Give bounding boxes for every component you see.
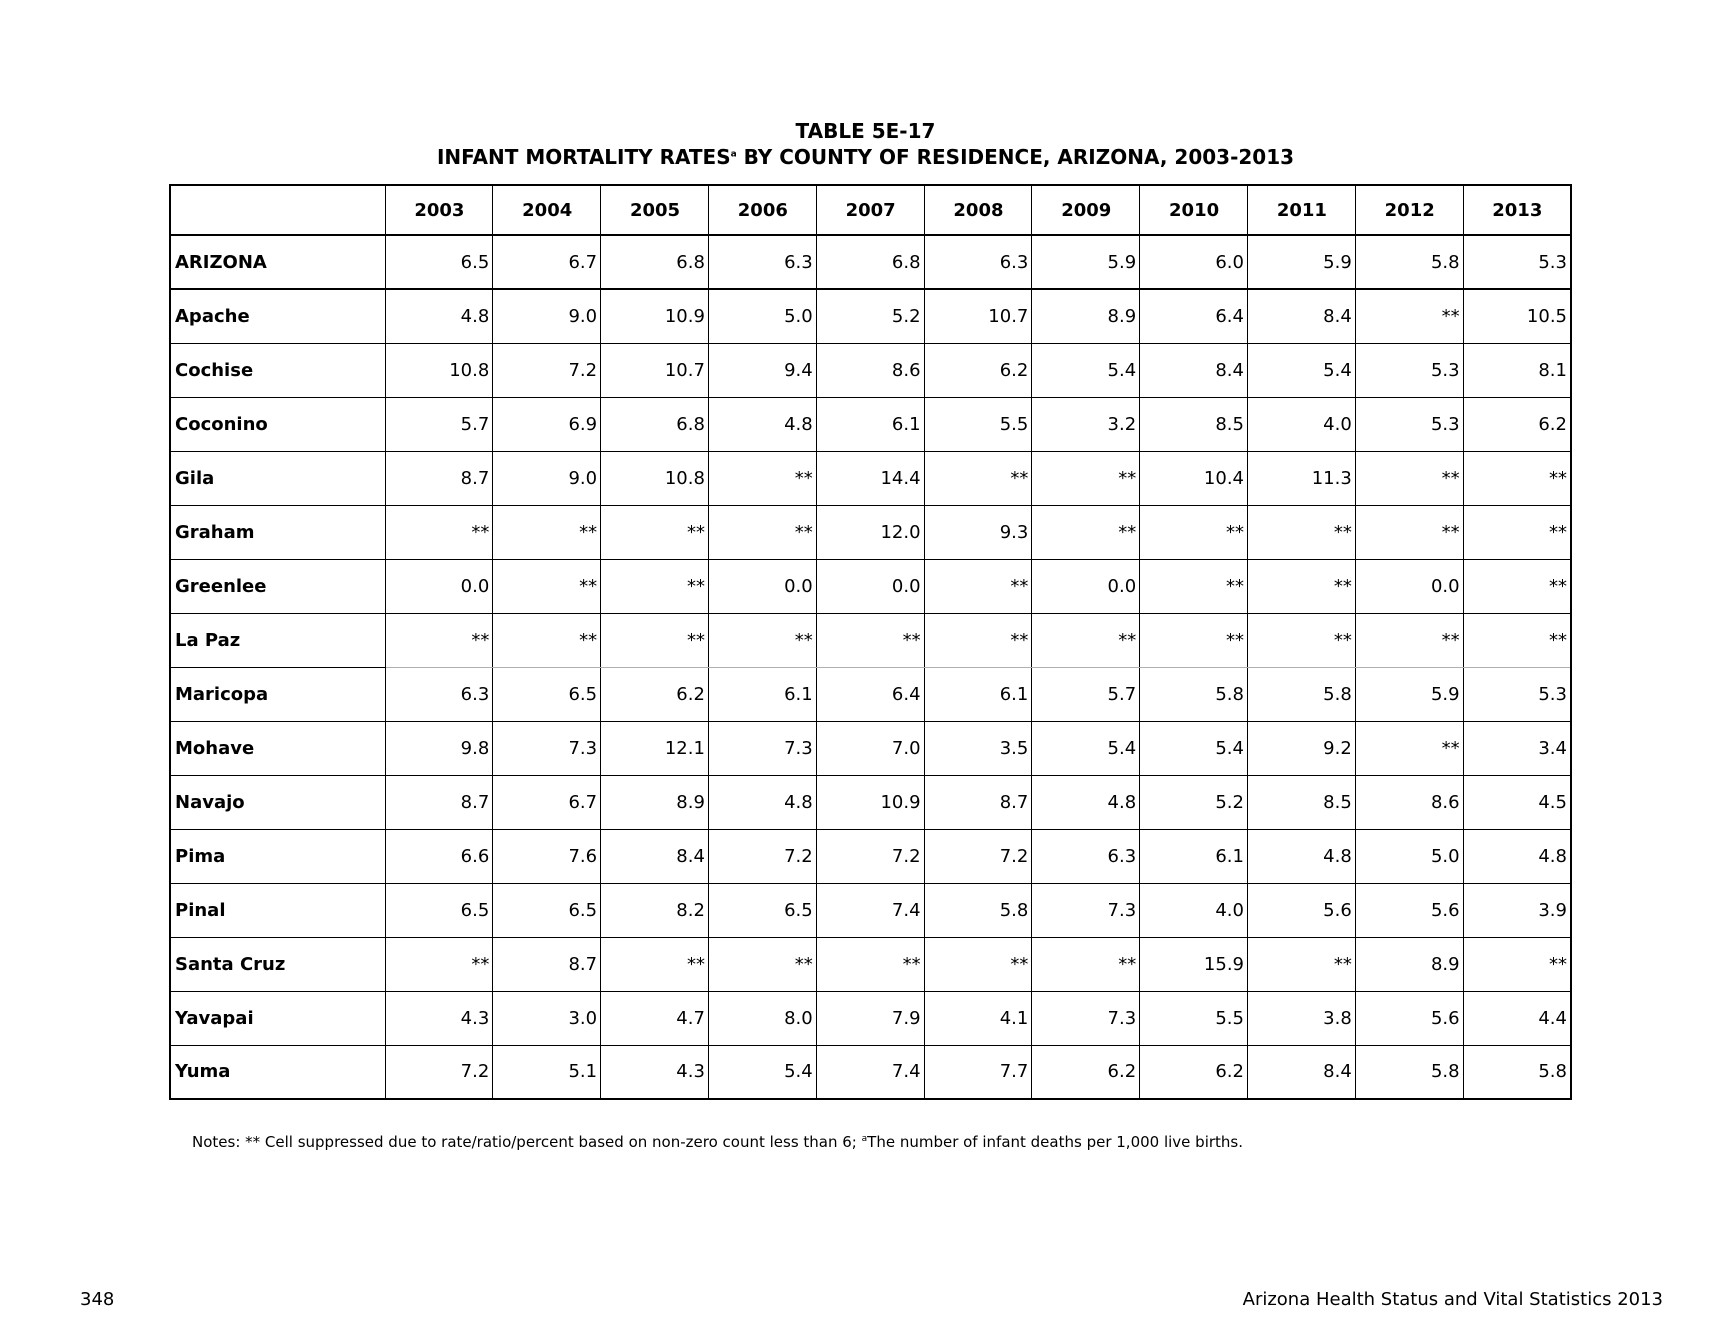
table-row: [170, 559, 1571, 613]
rate-cell: 5.0: [708, 289, 816, 343]
rate-cell: 5.8: [1140, 667, 1248, 721]
rate-cell: **: [1032, 937, 1140, 991]
rate-cell: 6.3: [708, 235, 816, 289]
table-body: [170, 235, 1571, 1099]
table-row: [170, 397, 1571, 451]
rate-cell: 7.4: [816, 883, 924, 937]
rate-cell: 9.2: [1248, 721, 1356, 775]
rate-cell: 6.5: [708, 883, 816, 937]
table-row: [170, 775, 1571, 829]
rate-cell: 7.2: [816, 829, 924, 883]
rate-cell: 8.7: [385, 451, 493, 505]
notes-text: Notes: ** Cell suppressed due to rate/ratio/percent based on non-zero count less than 6;: [192, 1133, 857, 1151]
county-name-cell: Maricopa: [170, 667, 385, 721]
rate-cell: **: [601, 505, 709, 559]
rate-cell: 5.8: [924, 883, 1032, 937]
county-name-cell: Greenlee: [170, 559, 385, 613]
table-title-block: [0, 118, 1731, 170]
rate-cell: 5.6: [1355, 883, 1463, 937]
table-title-superscript: a: [730, 149, 737, 160]
rate-cell: 7.3: [1032, 991, 1140, 1045]
rate-cell: **: [1248, 559, 1356, 613]
county-name-cell: Navajo: [170, 775, 385, 829]
rate-cell: 0.0: [1032, 559, 1140, 613]
rate-cell: 9.8: [385, 721, 493, 775]
rate-cell: 6.2: [1463, 397, 1571, 451]
rate-cell: 7.3: [493, 721, 601, 775]
table-notes: [192, 1133, 1243, 1151]
rate-cell: 4.8: [1032, 775, 1140, 829]
rate-cell: **: [1463, 451, 1571, 505]
rate-cell: 4.0: [1140, 883, 1248, 937]
rate-cell: 7.0: [816, 721, 924, 775]
rate-cell: 6.4: [1140, 289, 1248, 343]
rate-cell: 8.5: [1248, 775, 1356, 829]
rate-cell: **: [1463, 613, 1571, 667]
rate-cell: 3.4: [1463, 721, 1571, 775]
rate-cell: 3.9: [1463, 883, 1571, 937]
rate-cell: 5.7: [1032, 667, 1140, 721]
rate-cell: 10.8: [385, 343, 493, 397]
rate-cell: **: [1140, 505, 1248, 559]
rate-cell: 8.4: [1248, 289, 1356, 343]
table-row: [170, 991, 1571, 1045]
rate-cell: 6.5: [385, 235, 493, 289]
rate-cell: 8.2: [601, 883, 709, 937]
county-name-cell: Pinal: [170, 883, 385, 937]
rate-cell: 0.0: [816, 559, 924, 613]
table-title-rest: BY COUNTY OF RESIDENCE, ARIZONA, 2003-2013: [736, 145, 1295, 169]
county-name-cell: Coconino: [170, 397, 385, 451]
rate-cell: **: [1032, 505, 1140, 559]
rate-cell: 7.3: [1032, 883, 1140, 937]
rate-cell: 6.2: [1032, 1045, 1140, 1099]
rate-cell: 4.7: [601, 991, 709, 1045]
rate-cell: 10.5: [1463, 289, 1571, 343]
rate-cell: **: [493, 505, 601, 559]
rate-cell: 5.2: [1140, 775, 1248, 829]
rate-cell: 8.7: [493, 937, 601, 991]
rate-cell: 7.2: [493, 343, 601, 397]
rate-cell: 7.6: [493, 829, 601, 883]
table-row: [170, 667, 1571, 721]
rate-cell: **: [1463, 505, 1571, 559]
rate-cell: 6.1: [924, 667, 1032, 721]
rate-cell: **: [708, 451, 816, 505]
rate-cell: 10.4: [1140, 451, 1248, 505]
rate-cell: 7.3: [708, 721, 816, 775]
rate-cell: **: [1248, 613, 1356, 667]
rate-cell: 5.9: [1032, 235, 1140, 289]
rate-cell: 8.4: [601, 829, 709, 883]
rate-cell: 7.4: [816, 1045, 924, 1099]
rate-cell: 9.3: [924, 505, 1032, 559]
rate-cell: 6.5: [493, 883, 601, 937]
rate-cell: 5.6: [1248, 883, 1356, 937]
rate-cell: **: [708, 505, 816, 559]
table-row: [170, 721, 1571, 775]
year-header-2011: 2011: [1248, 185, 1356, 235]
rate-cell: 4.4: [1463, 991, 1571, 1045]
year-header-2007: 2007: [816, 185, 924, 235]
table-row: [170, 613, 1571, 667]
rate-cell: 6.1: [708, 667, 816, 721]
rate-cell: 10.8: [601, 451, 709, 505]
rate-cell: 9.0: [493, 451, 601, 505]
rate-cell: **: [1032, 613, 1140, 667]
publication-title: Arizona Health Status and Vital Statistics 2013: [1242, 1289, 1663, 1310]
rate-cell: 4.8: [1248, 829, 1356, 883]
year-header-2009: 2009: [1032, 185, 1140, 235]
rate-cell: **: [708, 613, 816, 667]
rate-cell: **: [1248, 937, 1356, 991]
year-header-2006: 2006: [708, 185, 816, 235]
rate-cell: **: [385, 937, 493, 991]
rate-cell: 10.9: [601, 289, 709, 343]
county-name-cell: Graham: [170, 505, 385, 559]
rate-cell: 10.7: [601, 343, 709, 397]
county-name-cell: Apache: [170, 289, 385, 343]
rate-cell: 5.8: [1248, 667, 1356, 721]
rate-cell: 8.1: [1463, 343, 1571, 397]
rate-cell: 4.5: [1463, 775, 1571, 829]
rate-cell: 6.3: [1032, 829, 1140, 883]
rate-cell: 4.3: [385, 991, 493, 1045]
rate-cell: 6.4: [816, 667, 924, 721]
rate-cell: 8.9: [1355, 937, 1463, 991]
rate-cell: 6.7: [493, 235, 601, 289]
rate-cell: 5.9: [1355, 667, 1463, 721]
rate-cell: 6.7: [493, 775, 601, 829]
infant-mortality-table: [169, 184, 1572, 1100]
table-row: [170, 289, 1571, 343]
county-name-cell: Yuma: [170, 1045, 385, 1099]
year-header-2005: 2005: [601, 185, 709, 235]
rate-cell: 14.4: [816, 451, 924, 505]
rate-cell: 6.5: [385, 883, 493, 937]
rate-cell: 15.9: [1140, 937, 1248, 991]
rate-cell: 11.3: [1248, 451, 1356, 505]
rate-cell: **: [385, 505, 493, 559]
table-row: [170, 883, 1571, 937]
rate-cell: 0.0: [1355, 559, 1463, 613]
rate-cell: 5.3: [1463, 667, 1571, 721]
rate-cell: 12.0: [816, 505, 924, 559]
county-name-cell: Yavapai: [170, 991, 385, 1045]
rate-cell: 10.7: [924, 289, 1032, 343]
year-header-2003: 2003: [385, 185, 493, 235]
rate-cell: 5.4: [1032, 343, 1140, 397]
rate-cell: 7.7: [924, 1045, 1032, 1099]
year-header-2004: 2004: [493, 185, 601, 235]
rate-cell: **: [1355, 613, 1463, 667]
table-title-main: INFANT MORTALITY RATES: [436, 145, 731, 169]
rate-cell: **: [1463, 559, 1571, 613]
rate-cell: **: [601, 937, 709, 991]
rate-cell: **: [385, 613, 493, 667]
rate-cell: **: [1355, 505, 1463, 559]
rate-cell: **: [601, 559, 709, 613]
rate-cell: **: [1248, 505, 1356, 559]
rate-cell: 4.3: [601, 1045, 709, 1099]
rate-cell: 8.7: [924, 775, 1032, 829]
rate-cell: 6.5: [493, 667, 601, 721]
rate-cell: 9.4: [708, 343, 816, 397]
rate-cell: **: [816, 937, 924, 991]
rate-cell: 5.5: [1140, 991, 1248, 1045]
rate-cell: **: [1140, 559, 1248, 613]
rate-cell: 6.6: [385, 829, 493, 883]
rate-cell: 4.0: [1248, 397, 1356, 451]
rate-cell: 5.4: [1032, 721, 1140, 775]
rate-cell: 7.2: [385, 1045, 493, 1099]
rate-cell: 5.4: [708, 1045, 816, 1099]
rate-cell: 5.2: [816, 289, 924, 343]
rate-cell: 5.9: [1248, 235, 1356, 289]
rate-cell: **: [1355, 721, 1463, 775]
year-header-2013: 2013: [1463, 185, 1571, 235]
rate-cell: 4.8: [1463, 829, 1571, 883]
rate-cell: 6.3: [385, 667, 493, 721]
rate-cell: **: [924, 559, 1032, 613]
rate-cell: 12.1: [601, 721, 709, 775]
table-row: [170, 1045, 1571, 1099]
rate-cell: 6.2: [924, 343, 1032, 397]
rate-cell: 5.3: [1463, 235, 1571, 289]
rate-cell: 7.2: [924, 829, 1032, 883]
rate-cell: **: [1355, 451, 1463, 505]
page-number: 348: [80, 1289, 115, 1310]
county-name-cell: Pima: [170, 829, 385, 883]
rate-cell: 3.8: [1248, 991, 1356, 1045]
rate-cell: 8.4: [1248, 1045, 1356, 1099]
rate-cell: **: [924, 451, 1032, 505]
notes-superscript: a: [861, 1134, 868, 1144]
rate-cell: 6.1: [1140, 829, 1248, 883]
rate-cell: 6.8: [601, 397, 709, 451]
header-row: [170, 185, 1571, 235]
rate-cell: **: [924, 937, 1032, 991]
rate-cell: 8.5: [1140, 397, 1248, 451]
rate-cell: 6.9: [493, 397, 601, 451]
rate-cell: 3.5: [924, 721, 1032, 775]
rate-cell: 6.8: [816, 235, 924, 289]
rate-cell: 8.0: [708, 991, 816, 1045]
rate-cell: 5.3: [1355, 343, 1463, 397]
rate-cell: 4.1: [924, 991, 1032, 1045]
rate-cell: 8.4: [1140, 343, 1248, 397]
table-row: [170, 451, 1571, 505]
rate-cell: **: [1355, 289, 1463, 343]
table-number: TABLE 5E-17: [795, 119, 936, 143]
rate-cell: **: [493, 613, 601, 667]
table-row: [170, 235, 1571, 289]
notes-definition: The number of infant deaths per 1,000 live births.: [867, 1133, 1244, 1151]
rate-cell: 8.7: [385, 775, 493, 829]
year-header-2010: 2010: [1140, 185, 1248, 235]
county-name-cell: ARIZONA: [170, 235, 385, 289]
table-row: [170, 937, 1571, 991]
rate-cell: 6.1: [816, 397, 924, 451]
rate-cell: 5.8: [1463, 1045, 1571, 1099]
rate-cell: 0.0: [708, 559, 816, 613]
rate-cell: 4.8: [385, 289, 493, 343]
rate-cell: **: [816, 613, 924, 667]
table-row: [170, 829, 1571, 883]
rate-cell: **: [601, 613, 709, 667]
rate-cell: 5.1: [493, 1045, 601, 1099]
year-header-2012: 2012: [1355, 185, 1463, 235]
rate-cell: 5.5: [924, 397, 1032, 451]
rate-cell: **: [1032, 451, 1140, 505]
rate-cell: 5.8: [1355, 1045, 1463, 1099]
rate-cell: 5.4: [1140, 721, 1248, 775]
rate-cell: 7.9: [816, 991, 924, 1045]
county-name-cell: Santa Cruz: [170, 937, 385, 991]
rate-cell: 8.9: [1032, 289, 1140, 343]
rate-cell: 5.0: [1355, 829, 1463, 883]
rate-cell: 6.2: [1140, 1045, 1248, 1099]
rate-cell: **: [924, 613, 1032, 667]
rate-cell: 9.0: [493, 289, 601, 343]
table-title: [0, 144, 1731, 170]
county-name-cell: Cochise: [170, 343, 385, 397]
rate-cell: 6.8: [601, 235, 709, 289]
rate-cell: 5.3: [1355, 397, 1463, 451]
rate-cell: 6.2: [601, 667, 709, 721]
rate-cell: 5.8: [1355, 235, 1463, 289]
rate-cell: 5.6: [1355, 991, 1463, 1045]
corner-header-cell: [170, 185, 385, 235]
rate-cell: 3.0: [493, 991, 601, 1045]
rate-cell: **: [708, 937, 816, 991]
rate-cell: 4.8: [708, 775, 816, 829]
county-name-cell: Mohave: [170, 721, 385, 775]
rate-cell: **: [493, 559, 601, 613]
rate-cell: 4.8: [708, 397, 816, 451]
rate-cell: 10.9: [816, 775, 924, 829]
rate-cell: 8.6: [816, 343, 924, 397]
rate-cell: 5.4: [1248, 343, 1356, 397]
rate-cell: 0.0: [385, 559, 493, 613]
rate-cell: 8.9: [601, 775, 709, 829]
rate-cell: 6.0: [1140, 235, 1248, 289]
year-header-2008: 2008: [924, 185, 1032, 235]
county-name-cell: Gila: [170, 451, 385, 505]
rate-cell: 3.2: [1032, 397, 1140, 451]
rate-cell: **: [1140, 613, 1248, 667]
rate-cell: 8.6: [1355, 775, 1463, 829]
rate-cell: 6.3: [924, 235, 1032, 289]
rate-cell: 5.7: [385, 397, 493, 451]
rate-cell: 7.2: [708, 829, 816, 883]
table-row: [170, 343, 1571, 397]
table-row: [170, 505, 1571, 559]
rate-cell: **: [1463, 937, 1571, 991]
county-name-cell: La Paz: [170, 613, 385, 667]
